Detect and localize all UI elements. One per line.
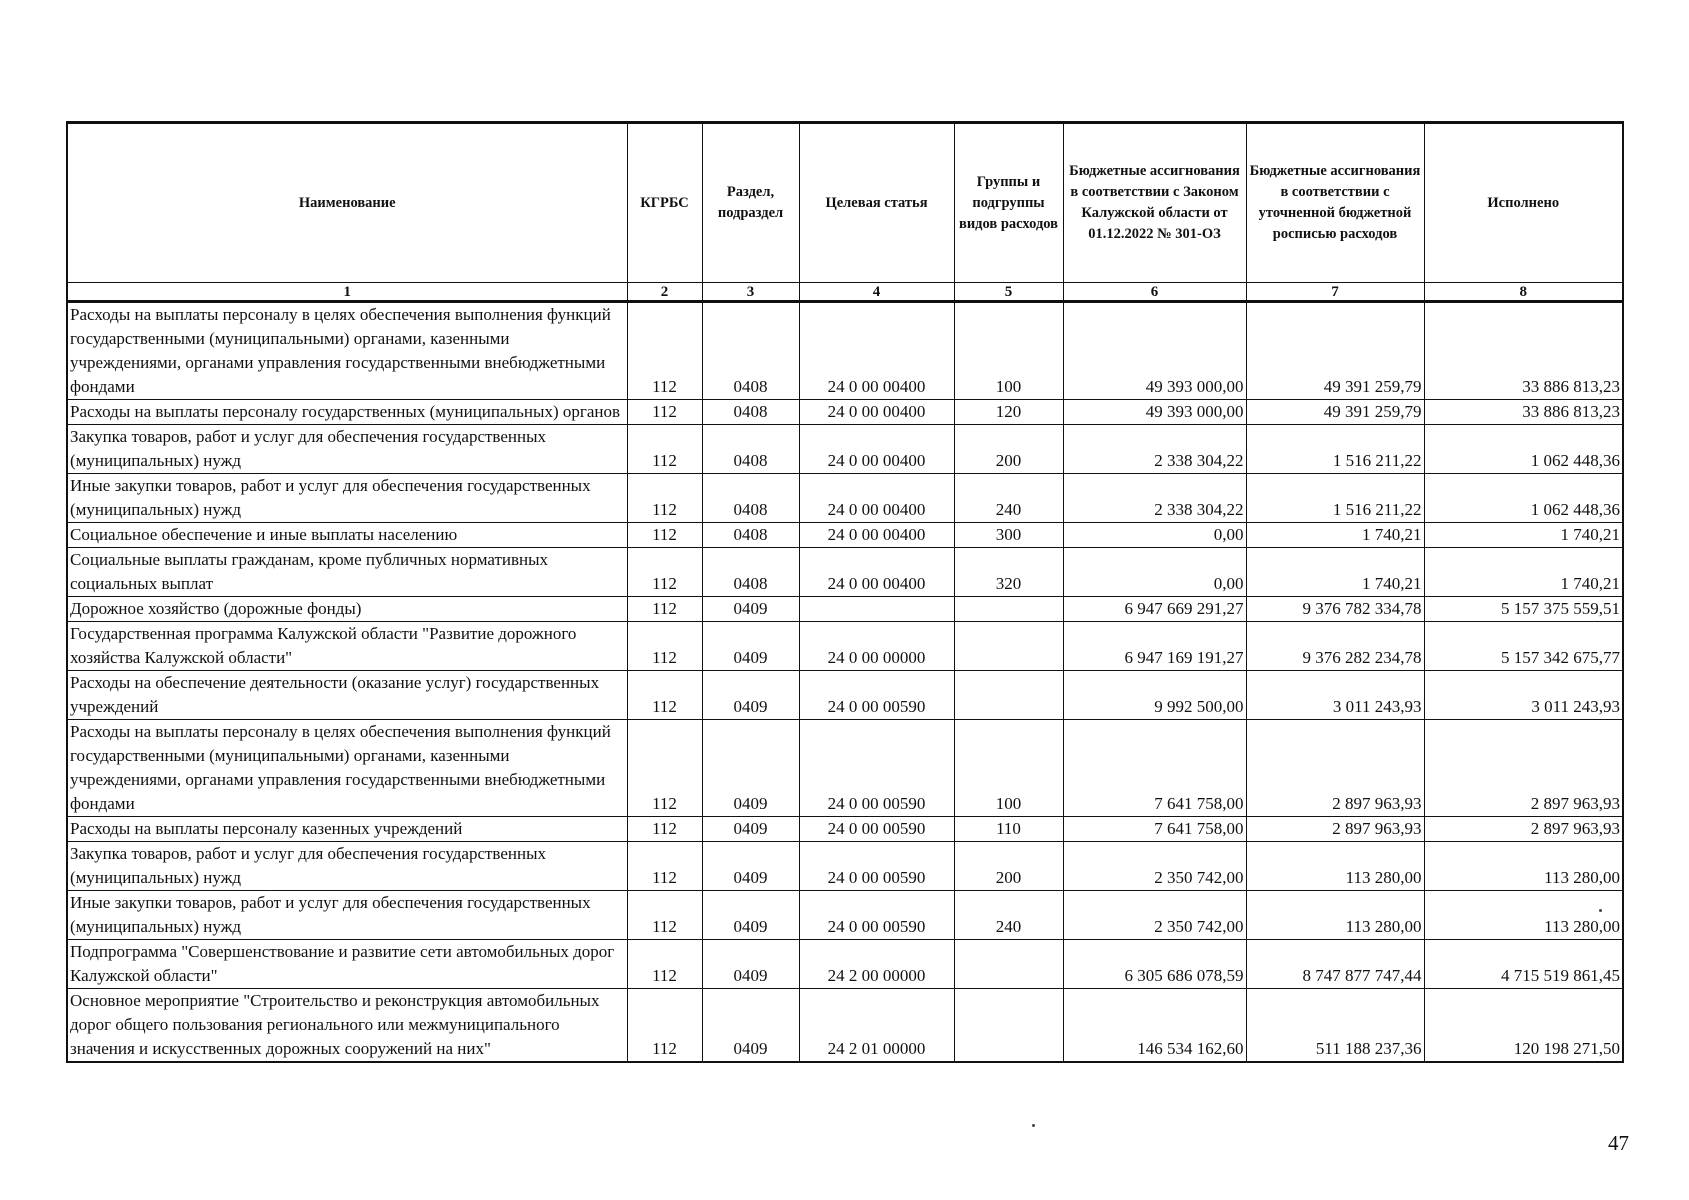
column-number: 4 [799, 283, 954, 302]
row-razdel: 0409 [702, 989, 799, 1063]
row-revised-amount: 9 376 782 334,78 [1246, 597, 1424, 622]
row-name: Социальные выплаты гражданам, кроме публичных нормативных социальных выплат [67, 548, 627, 597]
table-row [67, 622, 1623, 671]
row-law-amount: 49 393 000,00 [1063, 302, 1246, 400]
table-body [67, 302, 1623, 1063]
row-name: Иные закупки товаров, работ и услуг для обеспечения государственных (муниципальных) нужд [67, 474, 627, 523]
row-target-article: 24 0 00 00000 [799, 622, 954, 671]
row-law-amount: 0,00 [1063, 523, 1246, 548]
header-kgrbs: КГРБС [627, 123, 702, 283]
row-expense-group [954, 989, 1063, 1063]
row-revised-amount: 1 740,21 [1246, 523, 1424, 548]
row-revised-amount: 2 897 963,93 [1246, 720, 1424, 817]
row-law-amount: 2 338 304,22 [1063, 474, 1246, 523]
row-expense-group: 110 [954, 817, 1063, 842]
table-row [67, 989, 1623, 1063]
header-target-article: Целевая статья [799, 123, 954, 283]
row-target-article: 24 0 00 00590 [799, 842, 954, 891]
row-kgrbs: 112 [627, 817, 702, 842]
column-number: 8 [1424, 283, 1623, 302]
column-number: 3 [702, 283, 799, 302]
row-kgrbs: 112 [627, 622, 702, 671]
row-razdel: 0409 [702, 671, 799, 720]
row-name: Расходы на обеспечение деятельности (оказание услуг) государственных учреждений [67, 671, 627, 720]
row-revised-amount: 8 747 877 747,44 [1246, 940, 1424, 989]
row-name: Расходы на выплаты персоналу в целях обеспечения выполнения функций государственными (муниципальными) органами, казенными учреждениями, органами управления государственными внебюджетными фондами [67, 720, 627, 817]
row-expense-group: 200 [954, 842, 1063, 891]
row-revised-amount: 1 516 211,22 [1246, 474, 1424, 523]
row-name: Расходы на выплаты персоналу казенных учреждений [67, 817, 627, 842]
row-executed-amount: 113 280,00 [1424, 891, 1623, 940]
row-law-amount: 2 350 742,00 [1063, 842, 1246, 891]
table-row [67, 817, 1623, 842]
row-name: Иные закупки товаров, работ и услуг для обеспечения государственных (муниципальных) нужд [67, 891, 627, 940]
row-razdel: 0408 [702, 400, 799, 425]
column-number-row [67, 283, 1623, 302]
row-name: Подпрограмма "Совершенствование и развитие сети автомобильных дорог Калужской области" [67, 940, 627, 989]
row-kgrbs: 112 [627, 940, 702, 989]
row-kgrbs: 112 [627, 548, 702, 597]
row-law-amount: 0,00 [1063, 548, 1246, 597]
column-number: 1 [67, 283, 627, 302]
row-name: Социальное обеспечение и иные выплаты населению [67, 523, 627, 548]
row-target-article: 24 0 00 00590 [799, 720, 954, 817]
row-kgrbs: 112 [627, 720, 702, 817]
table-row [67, 671, 1623, 720]
row-executed-amount: 1 062 448,36 [1424, 474, 1623, 523]
table-row [67, 940, 1623, 989]
row-revised-amount: 9 376 282 234,78 [1246, 622, 1424, 671]
row-name: Закупка товаров, работ и услуг для обеспечения государственных (муниципальных) нужд [67, 842, 627, 891]
row-law-amount: 9 992 500,00 [1063, 671, 1246, 720]
row-target-article: 24 0 00 00590 [799, 891, 954, 940]
row-name: Государственная программа Калужской области "Развитие дорожного хозяйства Калужской области" [67, 622, 627, 671]
row-expense-group: 320 [954, 548, 1063, 597]
row-kgrbs: 112 [627, 671, 702, 720]
row-law-amount: 7 641 758,00 [1063, 720, 1246, 817]
row-razdel: 0409 [702, 891, 799, 940]
column-number: 5 [954, 283, 1063, 302]
row-kgrbs: 112 [627, 989, 702, 1063]
row-expense-group: 200 [954, 425, 1063, 474]
row-law-amount: 7 641 758,00 [1063, 817, 1246, 842]
row-executed-amount: 2 897 963,93 [1424, 817, 1623, 842]
row-target-article: 24 0 00 00400 [799, 474, 954, 523]
row-razdel: 0408 [702, 548, 799, 597]
row-revised-amount: 113 280,00 [1246, 842, 1424, 891]
table-row [67, 523, 1623, 548]
row-razdel: 0409 [702, 622, 799, 671]
row-executed-amount: 1 740,21 [1424, 548, 1623, 597]
header-name: Наименование [67, 123, 627, 283]
row-executed-amount: 33 886 813,23 [1424, 400, 1623, 425]
row-law-amount: 146 534 162,60 [1063, 989, 1246, 1063]
row-kgrbs: 112 [627, 400, 702, 425]
table-row [67, 425, 1623, 474]
row-executed-amount: 1 740,21 [1424, 523, 1623, 548]
scan-speck [1599, 909, 1602, 912]
row-revised-amount: 49 391 259,79 [1246, 302, 1424, 400]
row-kgrbs: 112 [627, 891, 702, 940]
header-executed: Исполнено [1424, 123, 1623, 283]
row-executed-amount: 5 157 342 675,77 [1424, 622, 1623, 671]
row-executed-amount: 113 280,00 [1424, 842, 1623, 891]
row-executed-amount: 5 157 375 559,51 [1424, 597, 1623, 622]
row-kgrbs: 112 [627, 597, 702, 622]
row-expense-group [954, 597, 1063, 622]
row-name: Расходы на выплаты персоналу государственных (муниципальных) органов [67, 400, 627, 425]
row-name: Основное мероприятие "Строительство и реконструкция автомобильных дорог общего пользования регионального или межмуниципального значения и искусственных дорожных сооружений на них" [67, 989, 627, 1063]
row-executed-amount: 2 897 963,93 [1424, 720, 1623, 817]
row-expense-group [954, 671, 1063, 720]
row-razdel: 0408 [702, 425, 799, 474]
row-razdel: 0409 [702, 597, 799, 622]
row-revised-amount: 113 280,00 [1246, 891, 1424, 940]
row-expense-group [954, 940, 1063, 989]
row-target-article: 24 0 00 00400 [799, 425, 954, 474]
budget-expenditure-table [66, 121, 1624, 1063]
row-razdel: 0408 [702, 474, 799, 523]
table-row [67, 842, 1623, 891]
page-number: 47 [1608, 1131, 1629, 1155]
row-target-article [799, 597, 954, 622]
header-row [67, 123, 1623, 283]
row-target-article: 24 0 00 00400 [799, 523, 954, 548]
row-law-amount: 2 350 742,00 [1063, 891, 1246, 940]
row-razdel: 0409 [702, 842, 799, 891]
row-expense-group: 240 [954, 474, 1063, 523]
scan-speck [1032, 1124, 1035, 1127]
header-expense-groups: Группы и подгруппы видов расходов [954, 123, 1063, 283]
row-law-amount: 49 393 000,00 [1063, 400, 1246, 425]
row-razdel: 0409 [702, 817, 799, 842]
row-name: Закупка товаров, работ и услуг для обеспечения государственных (муниципальных) нужд [67, 425, 627, 474]
row-revised-amount: 1 516 211,22 [1246, 425, 1424, 474]
row-target-article: 24 0 00 00590 [799, 817, 954, 842]
row-target-article: 24 0 00 00400 [799, 302, 954, 400]
table-row [67, 548, 1623, 597]
row-expense-group [954, 622, 1063, 671]
row-name: Дорожное хозяйство (дорожные фонды) [67, 597, 627, 622]
row-razdel: 0409 [702, 720, 799, 817]
row-kgrbs: 112 [627, 425, 702, 474]
row-target-article: 24 0 00 00590 [799, 671, 954, 720]
row-expense-group: 300 [954, 523, 1063, 548]
row-kgrbs: 112 [627, 302, 702, 400]
row-law-amount: 6 305 686 078,59 [1063, 940, 1246, 989]
row-target-article: 24 2 01 00000 [799, 989, 954, 1063]
row-law-amount: 6 947 169 191,27 [1063, 622, 1246, 671]
table-row [67, 720, 1623, 817]
row-target-article: 24 0 00 00400 [799, 400, 954, 425]
table-row [67, 302, 1623, 400]
table-row [67, 891, 1623, 940]
row-revised-amount: 511 188 237,36 [1246, 989, 1424, 1063]
row-law-amount: 2 338 304,22 [1063, 425, 1246, 474]
header-revised-allocations: Бюджетные ассигнования в соответствии с уточненной бюджетной росписью расходов [1246, 123, 1424, 283]
row-executed-amount: 1 062 448,36 [1424, 425, 1623, 474]
row-law-amount: 6 947 669 291,27 [1063, 597, 1246, 622]
column-number: 7 [1246, 283, 1424, 302]
row-revised-amount: 3 011 243,93 [1246, 671, 1424, 720]
header-razdel: Раздел, подраздел [702, 123, 799, 283]
column-number: 6 [1063, 283, 1246, 302]
row-razdel: 0408 [702, 523, 799, 548]
row-target-article: 24 2 00 00000 [799, 940, 954, 989]
row-expense-group: 120 [954, 400, 1063, 425]
row-executed-amount: 3 011 243,93 [1424, 671, 1623, 720]
row-executed-amount: 33 886 813,23 [1424, 302, 1623, 400]
table-row [67, 400, 1623, 425]
row-revised-amount: 2 897 963,93 [1246, 817, 1424, 842]
table-row [67, 474, 1623, 523]
row-razdel: 0409 [702, 940, 799, 989]
row-revised-amount: 1 740,21 [1246, 548, 1424, 597]
row-expense-group: 100 [954, 302, 1063, 400]
header-law-allocations: Бюджетные ассигнования в соответствии с Законом Калужской области от 01.12.2022 № 301-ОЗ [1063, 123, 1246, 283]
table-row [67, 597, 1623, 622]
row-kgrbs: 112 [627, 474, 702, 523]
row-kgrbs: 112 [627, 523, 702, 548]
row-executed-amount: 120 198 271,50 [1424, 989, 1623, 1063]
row-expense-group: 240 [954, 891, 1063, 940]
row-target-article: 24 0 00 00400 [799, 548, 954, 597]
row-kgrbs: 112 [627, 842, 702, 891]
row-razdel: 0408 [702, 302, 799, 400]
row-executed-amount: 4 715 519 861,45 [1424, 940, 1623, 989]
column-number: 2 [627, 283, 702, 302]
row-expense-group: 100 [954, 720, 1063, 817]
row-name: Расходы на выплаты персоналу в целях обеспечения выполнения функций государственными (муниципальными) органами, казенными учреждениями, органами управления государственными внебюджетными фондами [67, 302, 627, 400]
row-revised-amount: 49 391 259,79 [1246, 400, 1424, 425]
